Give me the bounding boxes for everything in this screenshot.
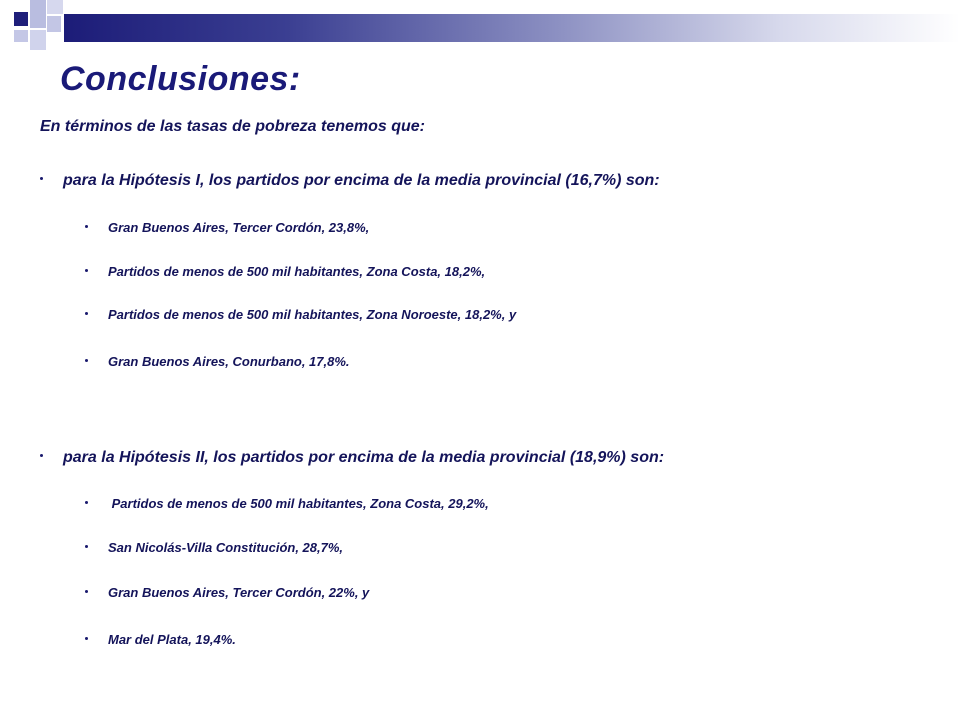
- list-item-text: Gran Buenos Aires, Tercer Cordón, 22%, y: [108, 585, 370, 600]
- decor-square: [30, 30, 46, 50]
- bullet-icon: [85, 545, 88, 548]
- decor-square: [14, 30, 28, 42]
- page-title: Conclusiones:: [60, 60, 301, 98]
- list-item-text: Partidos de menos de 500 mil habitantes, Zona Noroeste, 18,2%, y: [108, 307, 517, 322]
- list-item: [85, 632, 236, 647]
- decor-square: [14, 12, 28, 26]
- list-item-text: Partidos de menos de 500 mil habitantes, Zona Costa, 29,2%,: [108, 496, 489, 511]
- bullet-icon: [85, 501, 88, 504]
- header-gradient-bar: [64, 14, 960, 42]
- hypothesis-1-heading-text: para la Hipótesis I, los partidos por encima de la media provincial (16,7%) son:: [63, 172, 660, 189]
- list-item-text: Partidos de menos de 500 mil habitantes, Zona Costa, 18,2%,: [108, 264, 486, 279]
- decor-square: [47, 16, 61, 32]
- list-item: [85, 585, 369, 600]
- list-item: [85, 540, 343, 555]
- bullet-icon: [40, 177, 43, 180]
- bullet-icon: [85, 637, 88, 640]
- list-item-text: Mar del Plata, 19,4%.: [108, 632, 236, 647]
- bullet-icon: [85, 359, 88, 362]
- list-item-text: Gran Buenos Aires, Conurbano, 17,8%.: [108, 354, 350, 369]
- hypothesis-1-heading: [40, 172, 660, 190]
- bullet-icon: [85, 312, 88, 315]
- hypothesis-2-heading: [40, 449, 664, 467]
- bullet-icon: [40, 454, 43, 457]
- decor-square: [47, 0, 63, 14]
- hypothesis-2-heading-text: para la Hipótesis II, los partidos por encima de la media provincial (18,9%) son:: [63, 449, 665, 466]
- list-item: [85, 354, 350, 369]
- bullet-icon: [85, 269, 88, 272]
- list-item: [85, 496, 489, 511]
- intro-text: En términos de las tasas de pobreza tenemos que:: [40, 118, 425, 135]
- list-item-text: Gran Buenos Aires, Tercer Cordón, 23,8%,: [108, 220, 370, 235]
- list-item-text: San Nicolás-Villa Constitución, 28,7%,: [108, 540, 344, 555]
- decor-square: [30, 0, 46, 28]
- list-item: [85, 264, 485, 279]
- bullet-icon: [85, 590, 88, 593]
- list-item: [85, 220, 369, 235]
- list-item: [85, 307, 516, 322]
- bullet-icon: [85, 225, 88, 228]
